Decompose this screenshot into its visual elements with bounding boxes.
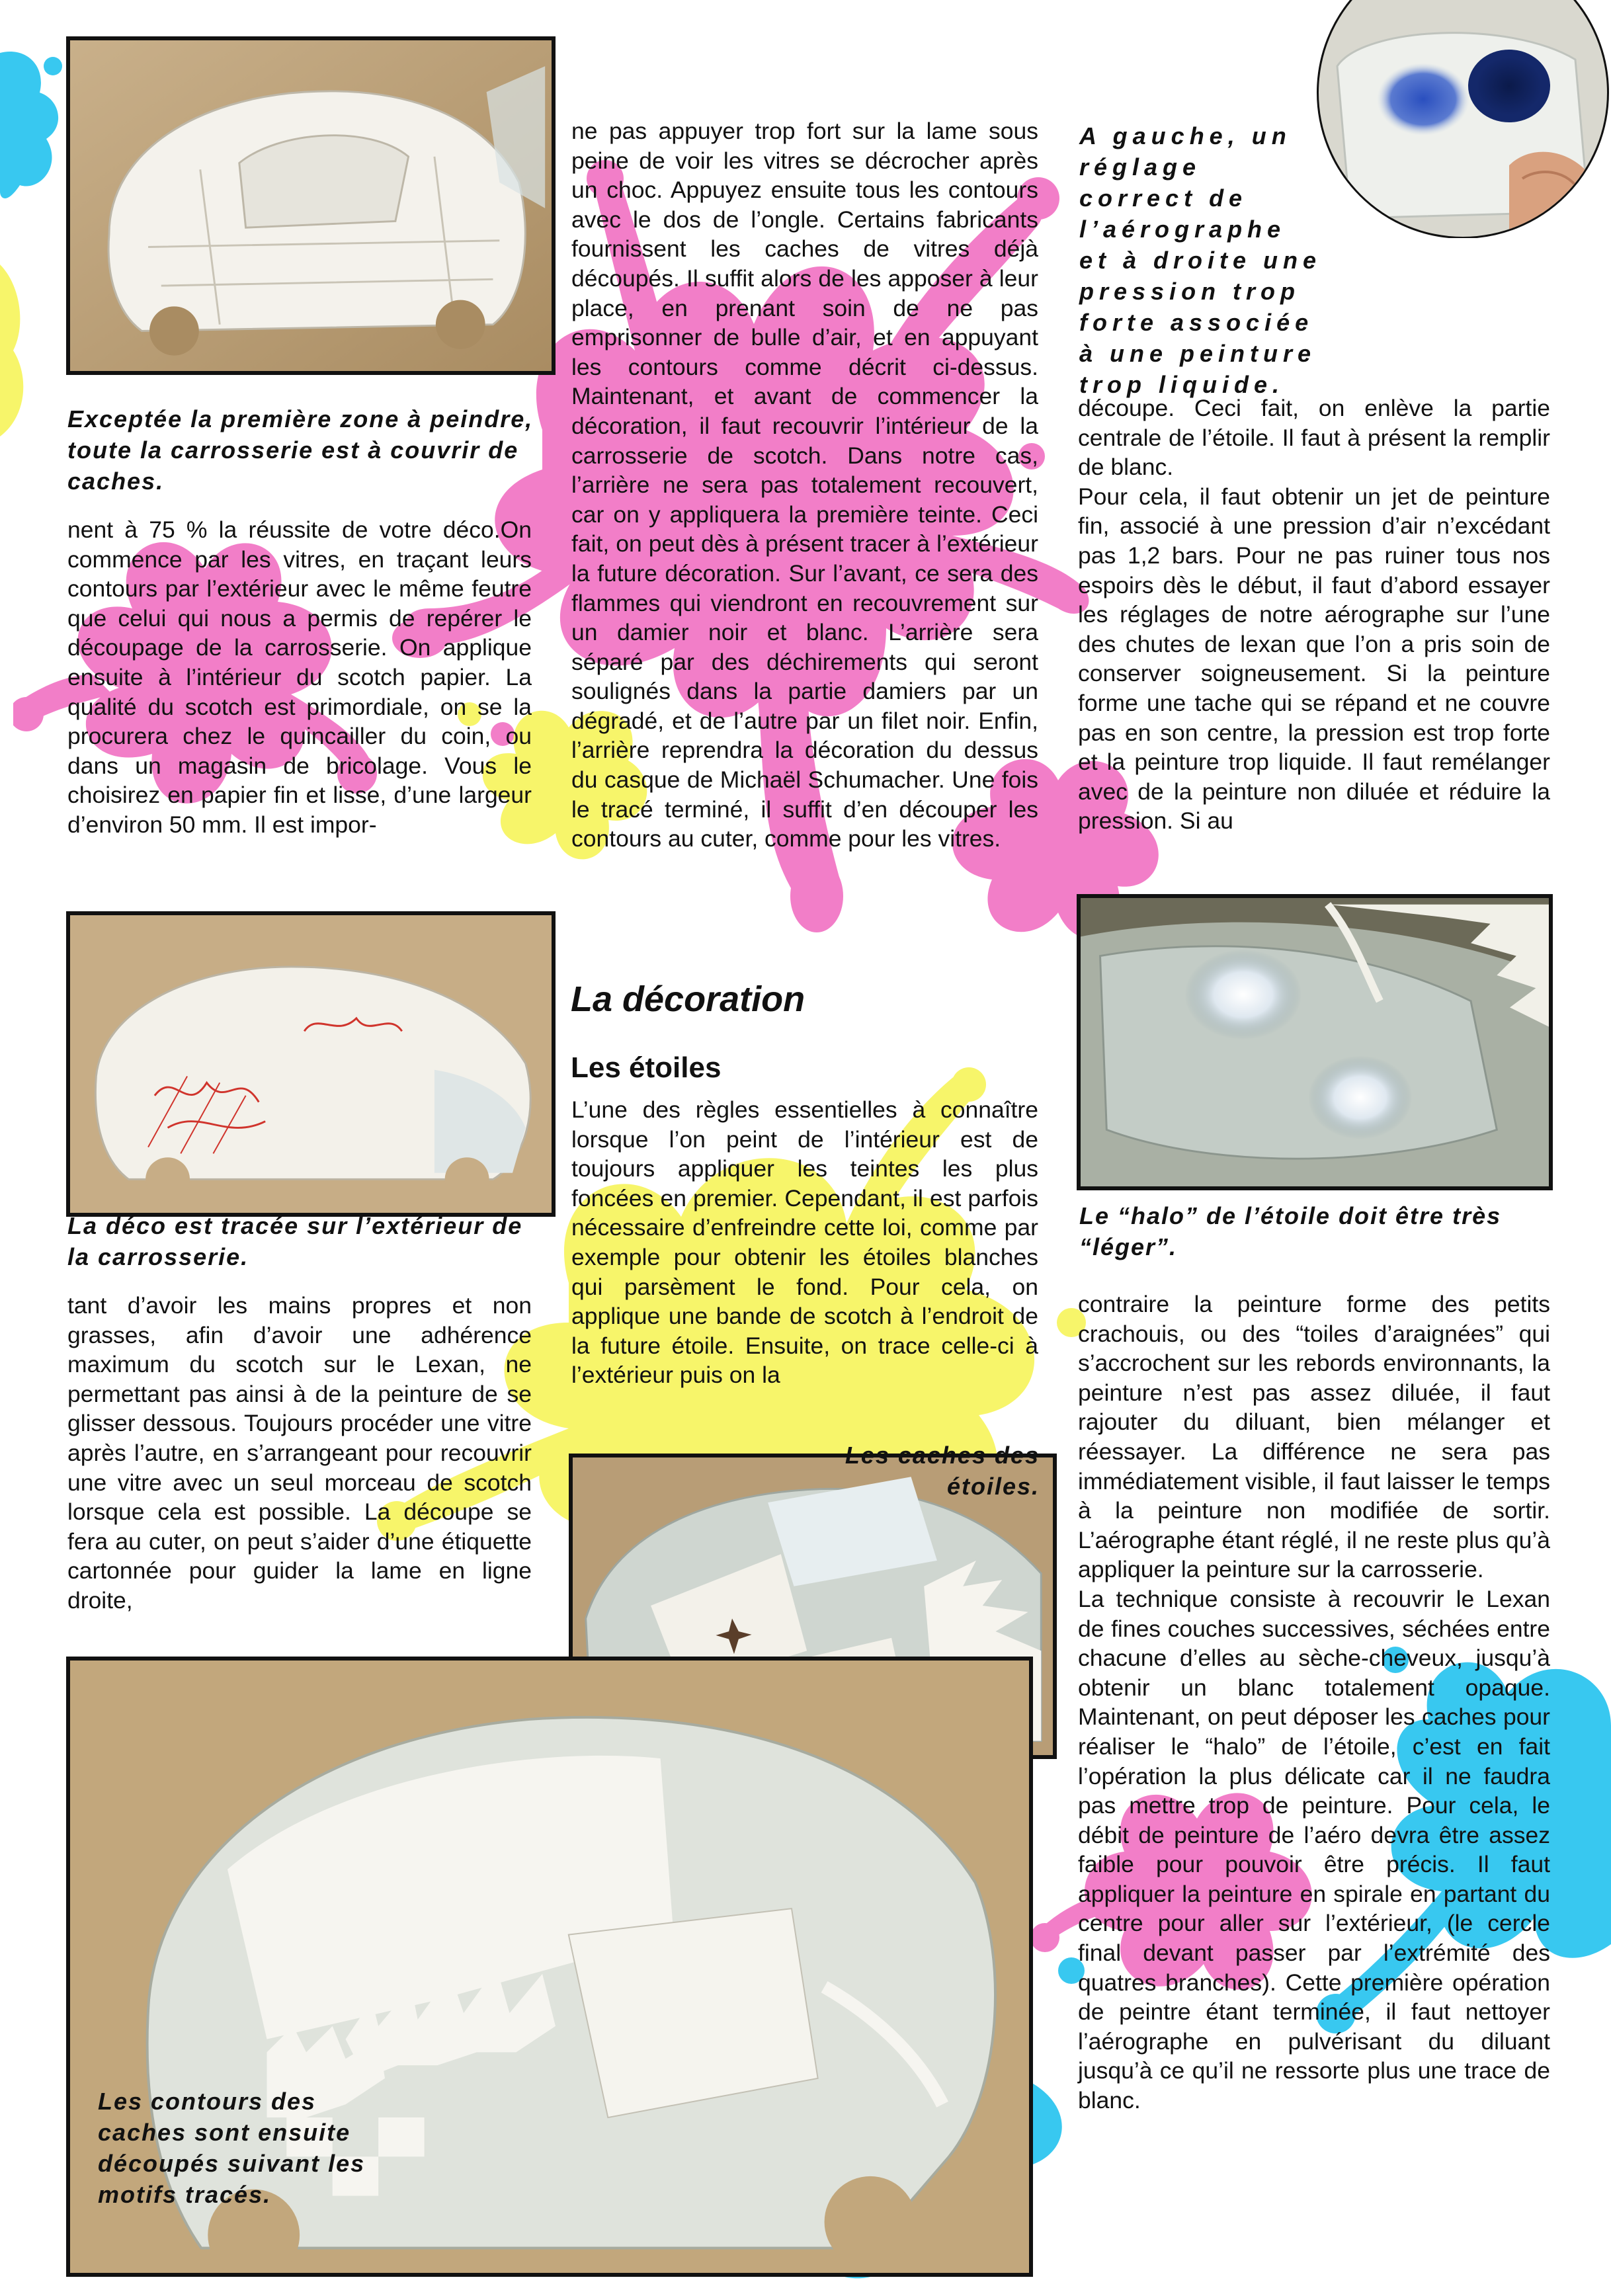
caption-contours: Les contours des caches sont ensuite découpés suivant les motifs tracés.	[98, 2088, 366, 2208]
subsection-heading: Les étoiles	[571, 1051, 722, 1084]
column-1-text-a	[67, 515, 532, 840]
yellow-splat-left-edge	[0, 265, 40, 436]
caption-traced: La déco est tracée sur l’extérieur de la carrosserie.	[67, 1212, 523, 1270]
paragraph: tant d’avoir les mains propres et non grasses, afin d’avoir une adhérence maximum du scotch sur le Lexan, ne permettant pas ainsi à de la peinture de se glisser dessous. Toujours procéder une vitre après l’autre, en s’arrangeant pour recouvrir une vitre avec un seul morceau de scotch lorsque cela est possible. La découpe se fera au cuter, on peut s’aider d’une étiquette cartonnée pour guider la lame en ligne droite,	[67, 1292, 532, 1614]
caption-halo: Le “halo” de l’étoile doit être très “léger”.	[1079, 1202, 1502, 1260]
column-3-text-b	[1078, 1290, 1550, 2115]
cyan-splat-top-left	[0, 40, 73, 212]
column-2-text-a	[571, 116, 1038, 854]
caption-star-masks: Les caches des étoiles.	[845, 1442, 1040, 1500]
caption-airbrush: A gauche, un réglage correct de l’aérographe et à droite une pression trop forte associée à une peinture trop liquide.	[1079, 122, 1322, 398]
caption-covering: Exceptée la première zone à peindre, toute la carrosserie est à couvrir de caches.	[67, 405, 534, 495]
paragraph: découpe. Ceci fait, on enlève la partie centrale de l’étoile. Il faut à présent la remplir de blanc.	[1078, 395, 1550, 481]
paragraph: La technique consiste à recouvrir le Lexan de fines couches successives, séchées entre chacune d’elles au sèche-cheveux, jusqu’à obtenir un blanc totalement opaque. Maintenant, on peut déposer les caches pour réaliser le “halo” de l’étoile, c’est en fait l’opération la plus délicate car il ne faudra pas mettre trop de peinture. Pour cela, le débit de peinture de l’aéro devra être assez faible pour pouvoir être précis. Il faut appliquer la peinture en spirale en partant du centre pour aller sur l’extérieur, (le cercle final devant passer par l’extrémité des quatres branches). Cette première opération de peintre étant terminée, il faut nettoyer l’aérographe en pulvérisant du diluant jusqu’à ce qu’il ne ressorte plus une trace de blanc.	[1078, 1585, 1550, 2114]
paragraph: contraire la peinture forme des petits crachouis, ou des “toiles d’araignées” qui s’accrochent sur les rebords environnants, la peinture n’est pas assez diluée, il faut rajouter du diluant, bien mélanger et réessayer. La différence ne sera pas immédiatement visible, il faut laisser le temps à la peinture non modifiée de sortir. L’aérographe étant réglé, il ne reste plus qu’à appliquer la peinture sur la carrosserie.	[1078, 1291, 1550, 1583]
column-3-text-a	[1078, 393, 1550, 836]
photo-deco-traced	[66, 911, 556, 1217]
column-2-text-b	[571, 1095, 1038, 1390]
section-heading: La décoration	[571, 979, 806, 1019]
paragraph: ne pas appuyer trop fort sur la lame sous peine de voir les vitres se décrocher après un choc. Appuyez ensuite tous les contours avec le dos de l’ongle. Certains fabricants fournissent les caches de vitres déjà découpés. Il suffit alors de les apposer à leur place, en prenant soin de ne pas emprisonner de bulle d’air, et en appuyant les contours comme décrit ci-dessus. Maintenant, et avant de commencer la décoration, il faut recouvrir l’intérieur de la carrosserie de scotch. Dans notre cas, l’arrière ne sera pas totalement recouvert, car on y appliquera la première teinte. Ceci fait, on peut dès à présent tracer à l’extérieur la future décoration. Sur l’avant, ce sera des flammes qui viendront en recouvrement sur un damier noir et blanc. L’arrière sera séparé par des déchirements qui seront soulignés dans la partie damiers par un dégradé, et de l’autre par un filet noir. Enfin, l’arrière reprendra la décoration du dessus du casque de Michaël Schumacher. Une fois le tracé terminé, il suffit d’en découper les contours au cuter, comme pour les vitres.	[571, 118, 1038, 852]
paragraph: L’une des règles essentielles à connaître lorsque l’on peint de l’intérieur est de toujours appliquer les teintes les plus foncées en premier. Cependant, il est parfois nécessaire d’enfreindre cette loi, comme par exemple pour obtenir les étoiles blanches qui parsèment le fond. Pour cela, on applique une bande de scotch à l’endroit de la future étoile. Ensuite, on trace celle-ci à l’extérieur puis on la	[571, 1096, 1038, 1389]
photo-car-body-covered	[66, 36, 556, 375]
photo-airbrush-test	[1311, 0, 1611, 238]
paragraph: nent à 75 % la réussite de votre déco.On commence par les vitres, en traçant leurs contours par l’extérieur avec le même feutre que celui qui nous a permis de repérer le découpage de la carrosserie. On applique ensuite à l’intérieur du scotch papier. La qualité du scotch est primordiale, on se la procurera chez le quincailler du coin, ou dans un magasin de bricolage. Vous le choisirez en papier fin et lisse, d’une largeur d’environ 50 mm. Il est impor-	[67, 516, 532, 838]
column-1-text-b	[67, 1291, 532, 1616]
paragraph: Pour cela, il faut obtenir un jet de peinture fin, associé à une pression d’air n’excédant pas 1,2 bars. Pour ne pas ruiner tous nos espoirs dès le début, il faut d’abord essayer les réglages de notre aérographe sur l’une des chutes de lexan que l’on a pris soin de conserver soigneusement. Si la peinture forme une tache qui se répand et ne couvre pas en son centre, la pression est trop forte et la peinture trop liquide. Il faut remélanger avec de la peinture non diluée et réduire la pression. Si au	[1078, 483, 1550, 835]
photo-star-halo	[1077, 894, 1553, 1190]
